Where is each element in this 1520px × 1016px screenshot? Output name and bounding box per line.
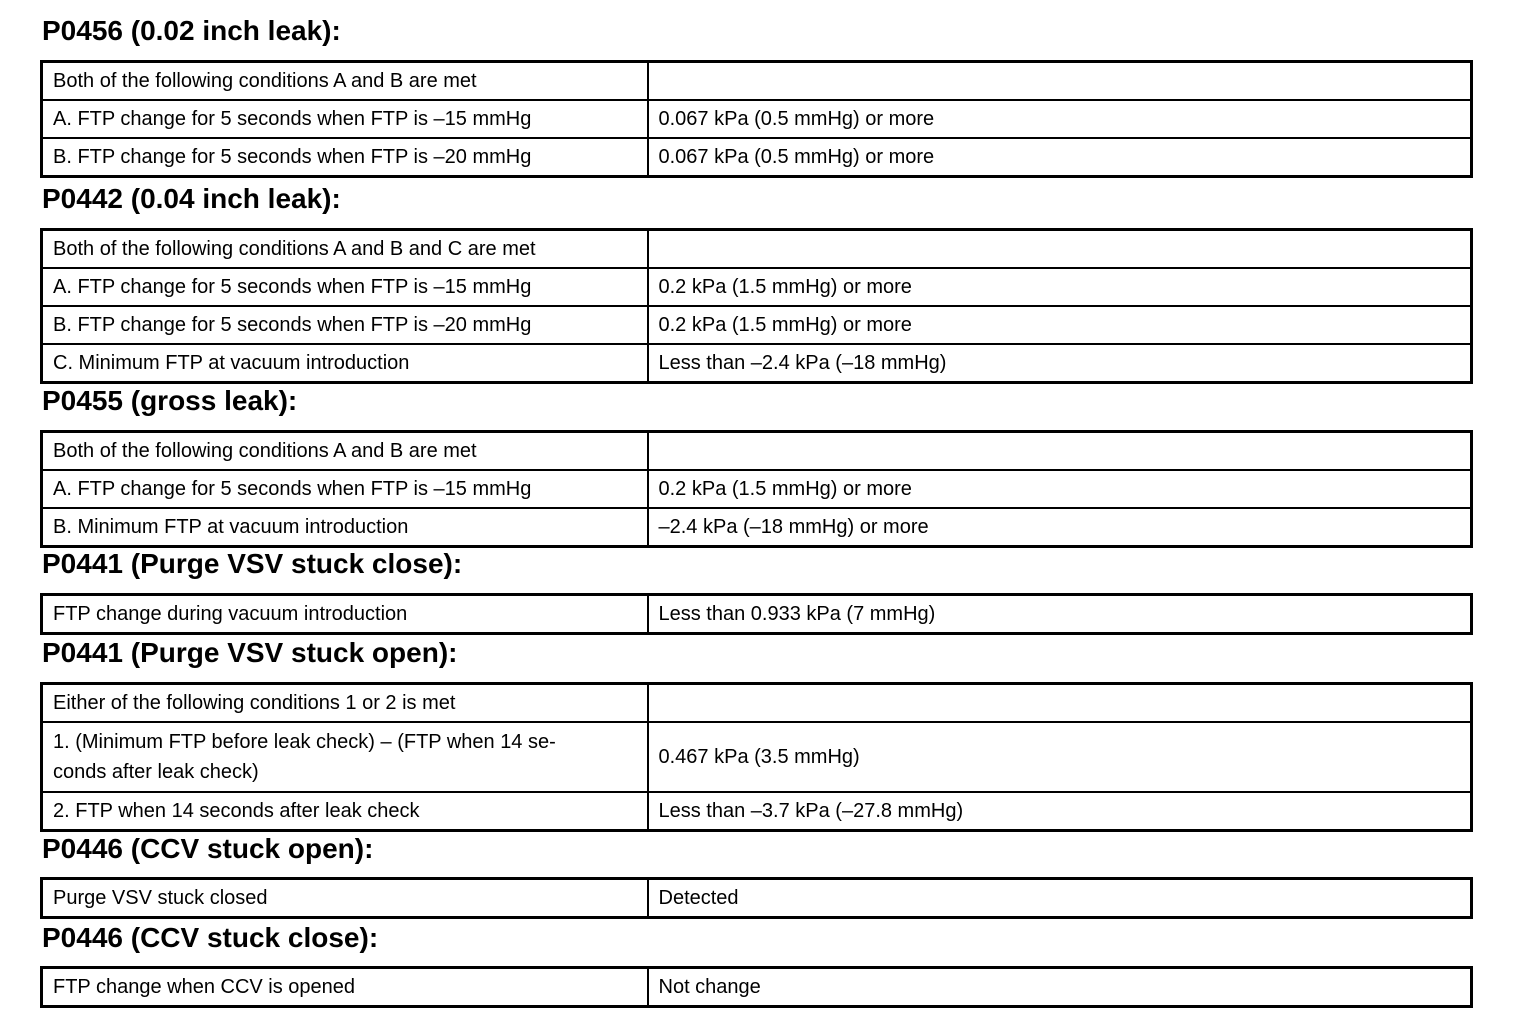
value-cell xyxy=(648,432,1472,471)
value-cell xyxy=(648,230,1472,269)
condition-cell: C. Minimum FTP at vacuum introduction xyxy=(42,344,648,383)
value-cell: 0.2 kPa (1.5 mmHg) or more xyxy=(648,268,1472,306)
section-heading-p0446-ccv-stuck-close: P0446 (CCV stuck close): xyxy=(42,922,379,953)
table-row xyxy=(42,230,1472,269)
value-cell xyxy=(648,684,1472,723)
table-row xyxy=(42,62,1472,101)
value-cell: 0.2 kPa (1.5 mmHg) or more xyxy=(648,306,1472,344)
condition-cell: Either of the following conditions 1 or 2 is met xyxy=(42,684,648,723)
table-row xyxy=(42,508,1472,547)
value-cell: Less than 0.933 kPa (7 mmHg) xyxy=(648,595,1472,634)
table-row xyxy=(42,306,1472,344)
condition-cell: FTP change during vacuum introduction xyxy=(42,595,648,634)
conditions-table-p0441-stuck-close xyxy=(40,593,1473,635)
condition-cell: Both of the following conditions A and B and C are met xyxy=(42,230,648,269)
condition-cell: Both of the following conditions A and B are met xyxy=(42,62,648,101)
value-cell: Less than –3.7 kPa (–27.8 mmHg) xyxy=(648,792,1472,831)
conditions-table-p0446-stuck-close xyxy=(40,966,1473,1008)
conditions-table-p0446-stuck-open xyxy=(40,877,1473,919)
value-cell: 0.067 kPa (0.5 mmHg) or more xyxy=(648,138,1472,177)
conditions-table-p0441-stuck-open xyxy=(40,682,1473,832)
table-row xyxy=(42,344,1472,383)
condition-cell: 2. FTP when 14 seconds after leak check xyxy=(42,792,648,831)
value-cell: 0.2 kPa (1.5 mmHg) or more xyxy=(648,470,1472,508)
section-heading-p0441-purge-vsv-stuck-open: P0441 (Purge VSV stuck open): xyxy=(42,637,458,668)
table-row xyxy=(42,968,1472,1007)
section-heading-p0446-ccv-stuck-open: P0446 (CCV stuck open): xyxy=(42,833,374,864)
condition-cell: FTP change when CCV is opened xyxy=(42,968,648,1007)
condition-cell: B. FTP change for 5 seconds when FTP is –20 mmHg xyxy=(42,306,648,344)
table-row xyxy=(42,138,1472,177)
condition-cell: Both of the following conditions A and B are met xyxy=(42,432,648,471)
table-row xyxy=(42,595,1472,634)
conditions-table-p0442 xyxy=(40,228,1473,384)
condition-cell: 1. (Minimum FTP before leak check) – (FTP when 14 se- conds after leak check) xyxy=(42,722,648,792)
value-cell xyxy=(648,62,1472,101)
condition-cell: B. Minimum FTP at vacuum introduction xyxy=(42,508,648,547)
conditions-table-p0455 xyxy=(40,430,1473,548)
value-cell: Detected xyxy=(648,879,1472,918)
section-heading-p0442-medium-leak: P0442 (0.04 inch leak): xyxy=(42,183,341,214)
condition-cell: B. FTP change for 5 seconds when FTP is –20 mmHg xyxy=(42,138,648,177)
table-row xyxy=(42,684,1472,723)
value-cell: –2.4 kPa (–18 mmHg) or more xyxy=(648,508,1472,547)
table-row xyxy=(42,879,1472,918)
condition-cell: Purge VSV stuck closed xyxy=(42,879,648,918)
section-heading-p0455-gross-leak: P0455 (gross leak): xyxy=(42,385,298,416)
value-cell: 0.067 kPa (0.5 mmHg) or more xyxy=(648,100,1472,138)
table-row xyxy=(42,722,1472,792)
value-cell: Less than –2.4 kPa (–18 mmHg) xyxy=(648,344,1472,383)
condition-cell: A. FTP change for 5 seconds when FTP is –15 mmHg xyxy=(42,268,648,306)
value-cell: 0.467 kPa (3.5 mmHg) xyxy=(648,722,1472,792)
condition-cell: A. FTP change for 5 seconds when FTP is –15 mmHg xyxy=(42,470,648,508)
table-row xyxy=(42,100,1472,138)
table-row xyxy=(42,268,1472,306)
table-row xyxy=(42,432,1472,471)
table-row xyxy=(42,792,1472,831)
section-heading-p0456-small-leak: P0456 (0.02 inch leak): xyxy=(42,15,341,46)
value-cell: Not change xyxy=(648,968,1472,1007)
condition-cell: A. FTP change for 5 seconds when FTP is –15 mmHg xyxy=(42,100,648,138)
conditions-table-p0456 xyxy=(40,60,1473,178)
table-row xyxy=(42,470,1472,508)
section-heading-p0441-purge-vsv-stuck-close: P0441 (Purge VSV stuck close): xyxy=(42,548,463,579)
